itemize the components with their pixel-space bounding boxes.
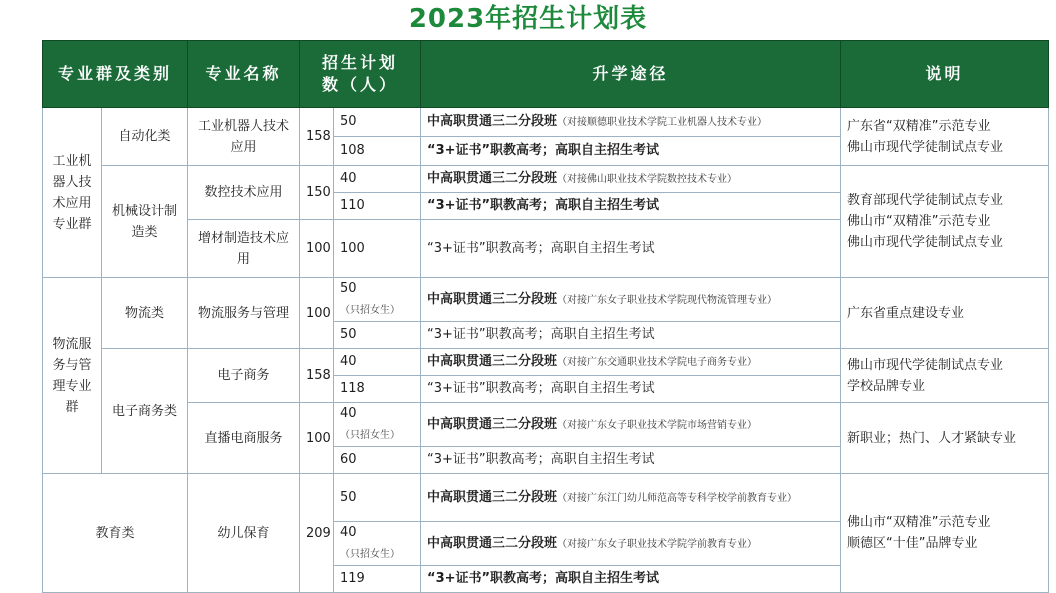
path-label: 中高职贯通三二分段班 [427,114,558,129]
path-detail: （对接广东女子职业技术学院现代物流管理专业） [557,294,778,306]
path-cell [421,137,841,166]
plan-number-value: 100 [340,240,365,256]
major-cell: 幼儿保育 [188,474,300,593]
page-title: 2023年招生计划表 [408,4,648,34]
plan-number-tag: （只招女生） [340,305,401,316]
total-cell: 150 [300,166,334,220]
table-row [43,474,1049,522]
plan-number [334,193,421,220]
total-cell: 158 [300,108,334,166]
note-cell [841,108,1049,166]
path-label: 中高职贯通三二分段班 [427,535,558,551]
table-row [43,166,1049,193]
note-cell: 广东省重点建设专业 [841,278,1049,349]
path-cell [421,166,841,193]
header-plan-line1: 招生计划 [322,53,399,72]
plan-number-value: 40 [340,354,357,369]
path-cell [421,220,841,278]
header-group: 专业群及类别 [43,41,188,108]
header-note: 说明 [841,41,1049,108]
path-label: “3+证书”职教高考；高职自主招生考试 [427,143,660,158]
plan-number [334,566,421,593]
note-cell [841,166,1049,278]
table-row [43,403,1049,447]
path-cell [421,108,841,137]
plan-number [334,166,421,193]
path-label: “3+证书”职教高考；高职自主招生考试 [427,327,655,342]
path-detail: （对接广东女子职业技术学院市场营销专业） [557,419,758,431]
plan-number [334,376,421,403]
table-row [43,108,1049,137]
plan-number-value: 60 [340,452,357,467]
plan-number [334,403,421,447]
category-cell: 电子商务类 [102,349,188,474]
path-label: “3+证书”职教高考；高职自主招生考试 [427,198,660,213]
path-label: 中高职贯通三二分段班 [427,416,558,432]
total-cell: 100 [300,403,334,474]
plan-number-value: 40 [340,171,357,186]
path-cell [421,193,841,220]
path-detail: （对接广东女子职业技术学院学前教育专业） [557,538,758,550]
plan-number [334,137,421,166]
path-cell [421,278,841,322]
path-cell [421,322,841,349]
path-detail: （对接顺德职业技术学院工业机器人技术专业） [557,117,768,128]
plan-number-value: 118 [340,381,365,396]
path-cell [421,376,841,403]
path-cell [421,403,841,447]
note-line: 教育部现代学徒制试点专业 [847,193,1004,208]
plan-number [334,474,421,522]
path-label: 中高职贯通三二分段班 [427,489,558,505]
path-label: 中高职贯通三二分段班 [427,354,558,369]
path-cell [421,474,841,522]
header-row [43,41,1049,108]
plan-number-value: 50 [340,114,357,129]
major-cell: 数控技术应用 [188,166,300,220]
path-label: “3+证书”职教高考；高职自主招生考试 [427,240,655,256]
note-cell: 新职业；热门、人才紧缺专业 [841,403,1049,474]
group-cell: 物流服务与管理专业群 [43,278,102,474]
plan-number-value: 108 [340,143,365,158]
enrollment-plan-table [42,40,1049,593]
header-plan [300,41,421,108]
path-label: 中高职贯通三二分段班 [427,291,558,307]
plan-number-value: 50 [340,489,357,505]
plan-number-value: 40 [340,525,357,540]
note-line: 佛山市“双精准”示范专业 [847,515,991,530]
note-line: 顺德区“十佳”品牌专业 [847,536,978,551]
path-cell [421,566,841,593]
note-line: 广东省“双精准”示范专业 [847,118,991,134]
plan-number [334,278,421,322]
category-cell: 机械设计制造类 [102,166,188,278]
path-label: “3+证书”职教高考；高职自主招生考试 [427,381,655,396]
header-path: 升学途径 [421,41,841,108]
plan-number-value: 119 [340,571,365,586]
plan-number [334,349,421,376]
plan-number [334,322,421,349]
major-cell: 电子商务 [188,349,300,403]
plan-number [334,108,421,137]
plan-number-value: 110 [340,198,365,213]
path-cell [421,522,841,566]
total-cell: 100 [300,278,334,349]
major-cell: 工业机器人技术应用 [188,108,300,166]
plan-number-tag: （只招女生） [340,549,401,560]
path-detail: （对接广东交通职业技术学院电子商务专业） [557,357,758,368]
major-cell: 物流服务与管理 [188,278,300,349]
plan-number-value: 50 [340,281,357,296]
category-cell: 教育类 [43,474,188,593]
path-label: “3+证书”职教高考；高职自主招生考试 [427,571,660,586]
path-cell [421,349,841,376]
note-line: 佛山市现代学徒制试点专业 [847,357,1004,373]
path-detail: （对接广东江门幼儿师范高等专科学校学前教育专业） [557,492,798,504]
category-cell: 自动化类 [102,108,188,166]
plan-number [334,447,421,474]
path-cell [421,447,841,474]
table-row [43,349,1049,376]
plan-number [334,220,421,278]
note-line: 佛山市“双精准”示范专业 [847,214,991,229]
plan-number-value: 40 [340,406,357,421]
total-cell: 100 [300,220,334,278]
note-cell [841,474,1049,593]
plan-number-value: 50 [340,327,357,342]
total-cell: 209 [300,474,334,593]
major-cell: 直播电商服务 [188,403,300,474]
plan-number [334,522,421,566]
header-plan-line2: 数（人） [322,75,399,94]
header-major: 专业名称 [188,41,300,108]
note-line: 佛山市现代学徒制试点专业 [847,235,1004,250]
table-row [43,278,1049,322]
major-cell: 增材制造技术应用 [188,220,300,278]
path-label: 中高职贯通三二分段班 [427,171,558,186]
group-cell: 工业机器人技术应用专业群 [43,108,102,278]
note-cell [841,349,1049,403]
total-cell: 158 [300,349,334,403]
plan-number-tag: （只招女生） [340,430,401,441]
path-label: “3+证书”职教高考；高职自主招生考试 [427,452,655,467]
note-line: 佛山市现代学徒制试点专业 [847,139,1004,155]
path-detail: （对接佛山职业技术学院数控技术专业） [557,174,738,185]
category-cell: 物流类 [102,278,188,349]
note-line: 学校品牌专业 [847,378,926,394]
